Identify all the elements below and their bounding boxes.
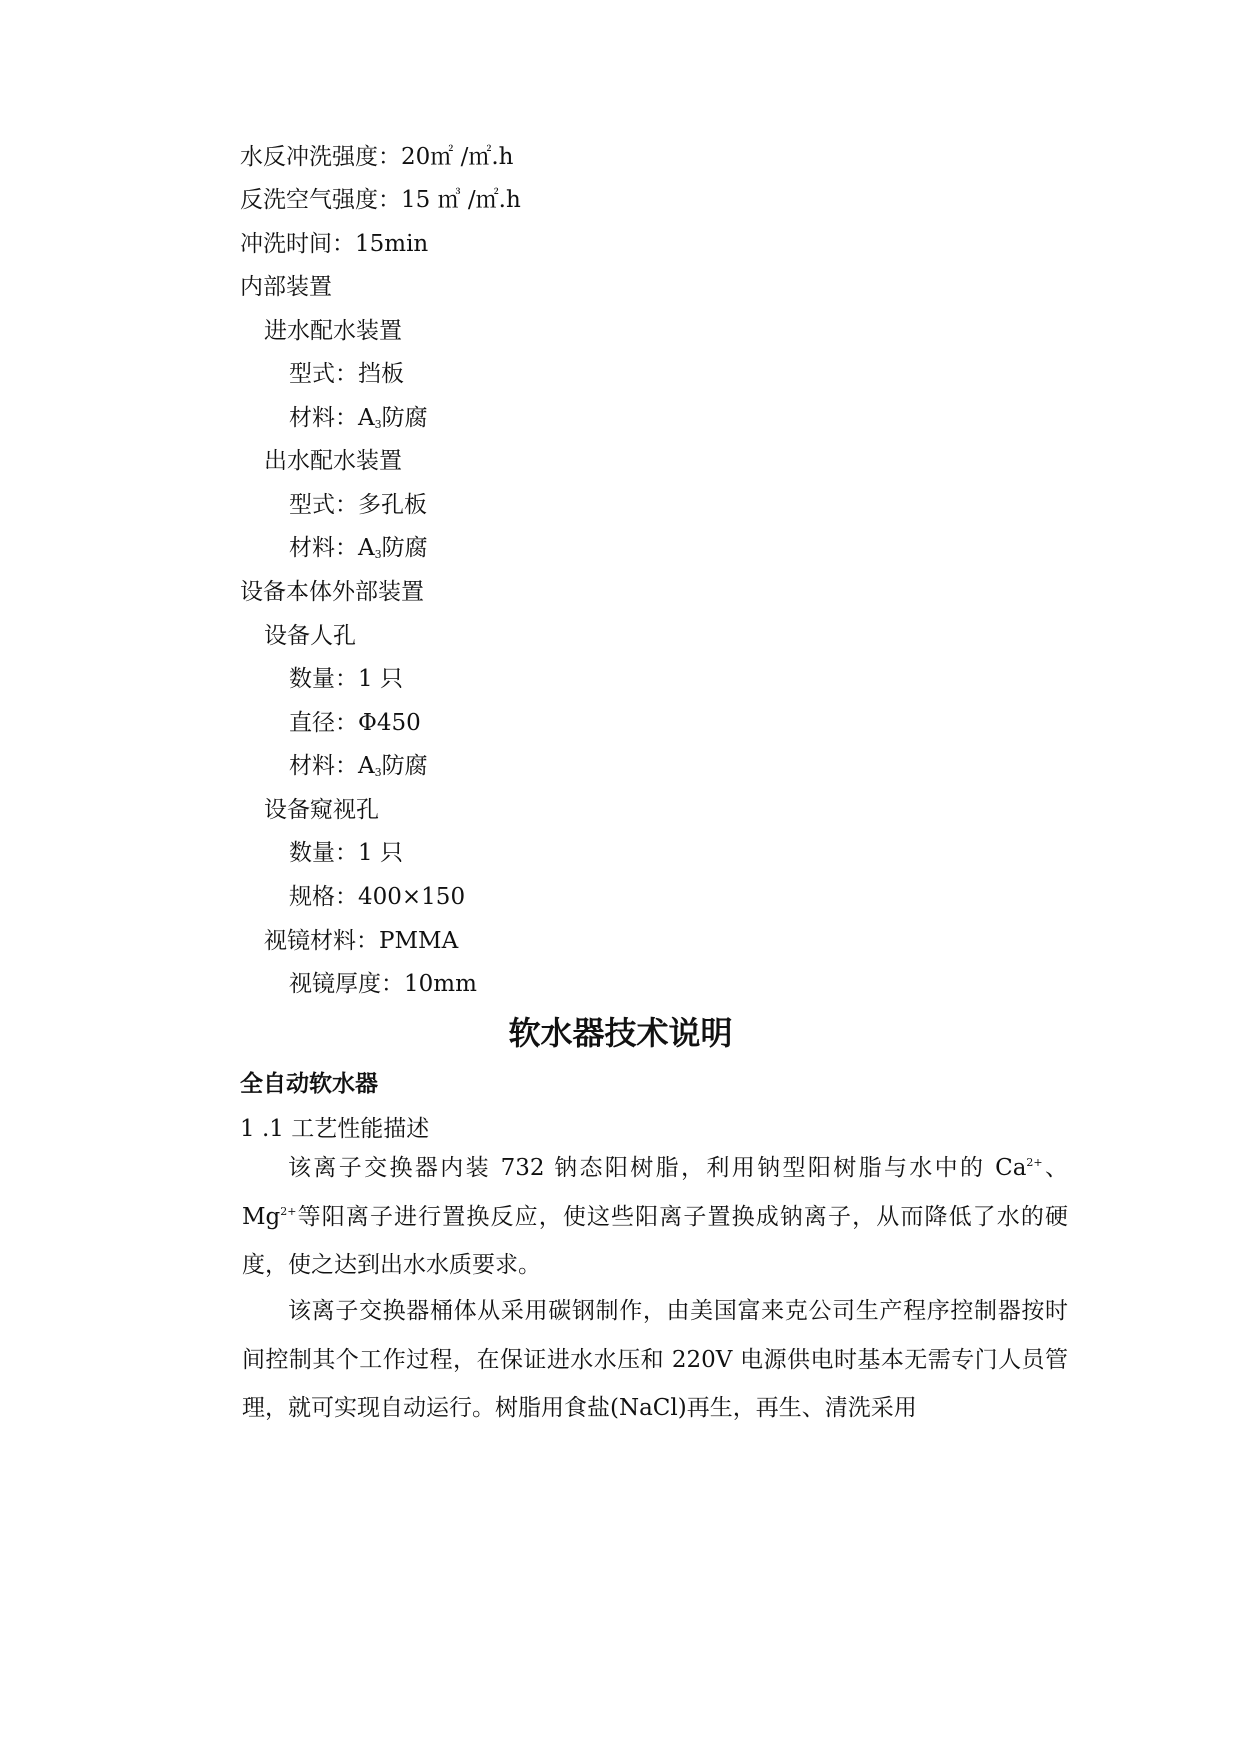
- item-heading: 1 .1 工艺性能描述: [240, 1116, 430, 1142]
- manhole-heading: 设备人孔: [264, 623, 356, 649]
- material-label: 材料：A: [289, 405, 375, 431]
- sight-glass-material: 视镜材料：PMMA: [264, 928, 459, 954]
- inlet-material: [289, 403, 428, 433]
- paragraph-text: 该离子交换器内装 732 钠态阳树脂，利用钠型阳树脂与水中的 Ca: [288, 1155, 1027, 1181]
- section-title: 软水器技术说明: [508, 1014, 733, 1052]
- sight-glass-heading: 设备窥视孔: [264, 797, 379, 823]
- material-suffix: 防腐: [381, 405, 428, 431]
- inlet-distribution-heading: 进水配水装置: [264, 318, 402, 344]
- paragraph-text: 等阳离子进行置换反应，使这些阳离子置换成钠离子，从而降低了水的硬度，使之达到出水水质要求。: [242, 1203, 1068, 1278]
- spec-flush-time: 冲洗时间：15min: [240, 231, 429, 257]
- mg-charge: 2+: [280, 1204, 297, 1218]
- material-subscript: 3: [374, 418, 382, 431]
- sight-glass-spec: 规格：400×150: [289, 884, 466, 910]
- paragraph-text: 、Mg: [242, 1155, 1068, 1230]
- material-suffix: 防腐: [381, 753, 428, 779]
- material-subscript: 3: [374, 766, 382, 779]
- section-subtitle: 全自动软水器: [240, 1071, 378, 1097]
- outlet-material: [289, 533, 428, 563]
- manhole-material: [289, 751, 428, 781]
- sight-glass-quantity: 数量：1 只: [289, 840, 403, 866]
- material-label: 材料：A: [289, 535, 375, 561]
- outlet-distribution-heading: 出水配水装置: [264, 448, 402, 474]
- outlet-type: 型式：多孔板: [289, 492, 427, 518]
- spec-backwash-air-intensity: 反洗空气强度：15 ㎥ /㎡.h: [240, 187, 521, 213]
- material-label: 材料：A: [289, 753, 375, 779]
- ca-charge: 2+: [1026, 1156, 1043, 1169]
- paragraph-equipment-description: 该离子交换器桶体从采用碳钢制作，由美国富来克公司生产程序控制器按时间控制其个工作过程，在保证进水水压和 220V 电源供电时基本无需专门人员管理，就可实现自动运行。树脂用食盐(NaCl)再生，再生、清洗采用: [242, 1298, 1068, 1421]
- paragraph-process-description: [242, 1144, 1068, 1290]
- section-external-devices: 设备本体外部装置: [240, 579, 424, 605]
- material-subscript: 3: [374, 548, 382, 561]
- sight-glass-thickness: 视镜厚度：10mm: [289, 971, 477, 997]
- manhole-quantity: 数量：1 只: [289, 666, 403, 692]
- manhole-diameter: 直径：Φ450: [289, 710, 421, 736]
- spec-backwash-water-intensity: 水反冲洗强度：20㎡ /㎡.h: [240, 144, 514, 170]
- material-suffix: 防腐: [381, 535, 428, 561]
- inlet-type: 型式：挡板: [289, 361, 404, 387]
- section-internal-devices: 内部装置: [240, 274, 332, 300]
